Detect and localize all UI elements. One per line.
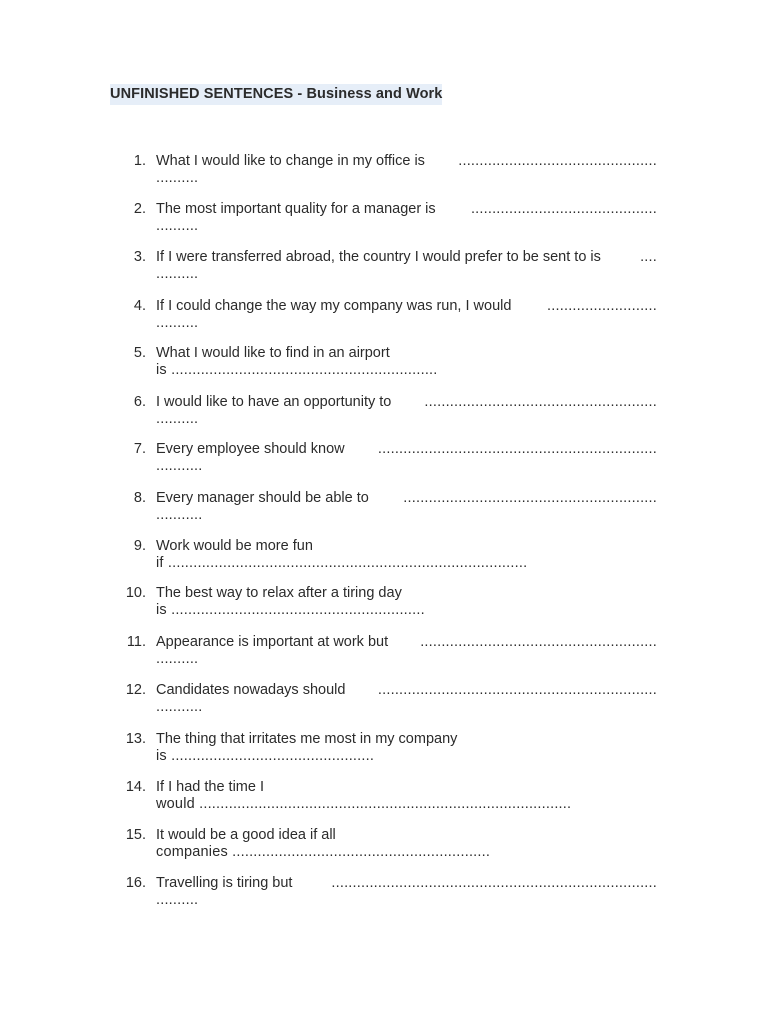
- sentence-start: It would be a good idea if all: [156, 827, 336, 843]
- answer-blank-continuation[interactable]: ...........: [156, 458, 203, 474]
- answer-blank-continuation[interactable]: ..........: [156, 892, 199, 908]
- answer-blank-continuation[interactable]: ..........: [156, 170, 199, 186]
- sentence-start: If I were transferred abroad, the country I would prefer to be sent to is: [156, 249, 601, 265]
- answer-blank[interactable]: ..........................: [547, 298, 657, 314]
- answer-blank[interactable]: .......................................................: [424, 394, 657, 410]
- item-number: 5.: [133, 345, 146, 361]
- item-number: 11.: [126, 634, 146, 650]
- item-number: 3.: [133, 249, 146, 265]
- answer-blank-continuation[interactable]: ...........: [156, 699, 203, 715]
- sentence-start: Every employee should know: [156, 441, 345, 457]
- item-number: 10.: [125, 585, 146, 601]
- item-number: 14.: [125, 779, 146, 795]
- answer-blank-continuation[interactable]: is ................................................: [156, 748, 375, 764]
- item-number: 9.: [133, 538, 146, 554]
- item-number: 13.: [125, 731, 146, 747]
- item-number: 6.: [133, 394, 146, 410]
- item-number: 15.: [125, 827, 146, 843]
- sentence-start: The most important quality for a manager is: [156, 201, 436, 217]
- item-number: 4.: [133, 298, 146, 314]
- item-number: 16.: [125, 875, 146, 891]
- answer-blank[interactable]: ........................................................: [420, 634, 657, 650]
- sentence-start: Appearance is important at work but: [156, 634, 389, 650]
- answer-blank[interactable]: ...............................................: [458, 153, 657, 169]
- sentence-start: Every manager should be able to: [156, 490, 369, 506]
- answer-blank-continuation[interactable]: is ............................................................: [156, 602, 425, 618]
- answer-blank[interactable]: ..................................................................: [377, 441, 657, 457]
- page-title: UNFINISHED SENTENCES - Business and Work: [110, 84, 442, 105]
- sentence-start: If I had the time I: [156, 779, 264, 795]
- answer-blank-continuation[interactable]: ..........: [156, 651, 199, 667]
- answer-blank[interactable]: .............................................................................: [331, 875, 657, 891]
- answer-blank[interactable]: ....: [640, 249, 657, 265]
- answer-blank-continuation[interactable]: if .....................................................................................: [156, 555, 528, 571]
- sentence-start: What I would like to find in an airport: [156, 345, 390, 361]
- item-number: 7.: [133, 441, 146, 457]
- answer-blank-continuation[interactable]: companies .............................................................: [156, 844, 491, 860]
- item-number: 2.: [133, 201, 146, 217]
- answer-blank-continuation[interactable]: would ........................................................................................: [156, 796, 572, 812]
- sentence-start: Candidates nowadays should: [156, 682, 346, 698]
- answer-blank[interactable]: ............................................................: [403, 490, 657, 506]
- answer-blank-continuation[interactable]: ..........: [156, 218, 199, 234]
- answer-blank[interactable]: ..................................................................: [377, 682, 657, 698]
- sentence-start: The best way to relax after a tiring day: [156, 585, 402, 601]
- sentence-start: The thing that irritates me most in my company: [156, 731, 458, 747]
- answer-blank-continuation[interactable]: ..........: [156, 315, 199, 331]
- answer-blank-continuation[interactable]: ..........: [156, 266, 199, 282]
- answer-blank-continuation[interactable]: is ...............................................................: [156, 362, 438, 378]
- item-number: 1.: [133, 153, 146, 169]
- answer-blank-continuation[interactable]: ...........: [156, 507, 203, 523]
- item-number: 8.: [133, 490, 146, 506]
- sentence-start: Travelling is tiring but: [156, 875, 293, 891]
- sentence-start: What I would like to change in my office is: [156, 153, 425, 169]
- answer-blank-continuation[interactable]: ..........: [156, 411, 199, 427]
- sentence-start: Work would be more fun: [156, 538, 313, 554]
- item-number: 12.: [125, 682, 146, 698]
- answer-blank[interactable]: ............................................: [470, 201, 657, 217]
- sentence-start: I would like to have an opportunity to: [156, 394, 392, 410]
- sentence-start: If I could change the way my company was run, I would: [156, 298, 512, 314]
